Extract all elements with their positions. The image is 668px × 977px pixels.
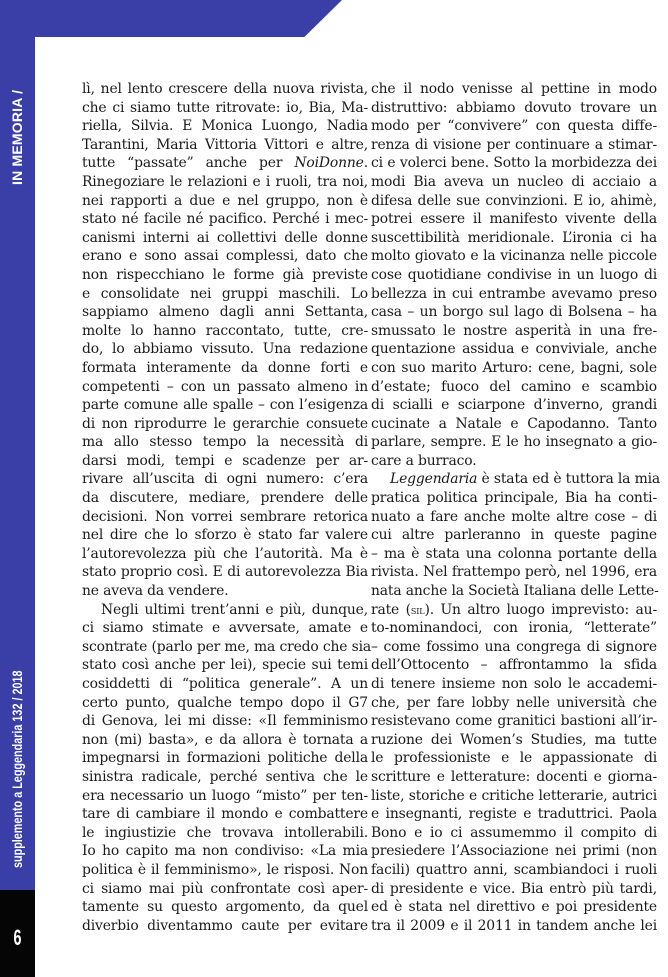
text-line: d’estate; fuoco del camino e scambio — [371, 378, 657, 395]
text-line: presiedere l’Associazione nei primi (non — [371, 843, 657, 860]
text-line: di tenere insieme non solo le accademi- — [371, 676, 657, 692]
text-line: to-nominandoci, con ironia, “letterate” — [371, 620, 657, 637]
text-line: parlare, sempre. E le ho insegnato a gio- — [371, 434, 657, 451]
article-column-right — [371, 80, 661, 935]
text-line: – ma è stata una colonna portante della — [371, 545, 657, 562]
text-line: tra il 2009 e il 2011 in tandem anche lei — [371, 917, 657, 934]
text-line: dell’Ottocento – affrontammo la sfida — [371, 657, 657, 674]
text-line: rate (sil). Un altro luogo imprevisto: au- — [371, 601, 657, 618]
text-line: scontrate (parlo per me, ma credo che sia — [82, 638, 372, 655]
text-line: modi Bia aveva un nucleo di acciaio a — [371, 173, 657, 190]
text-line: da discutere, mediare, prendere delle — [82, 490, 368, 507]
text-line: politica è il femminismo», le risposi. Non — [82, 861, 368, 878]
text-line: Negli ultimi trent’anni e più, dunque, — [101, 601, 368, 618]
text-line: di Genova, lei mi disse: «Il femminismo — [82, 713, 368, 730]
text-line: liste, storiche e critiche letterarie, autrici — [371, 787, 657, 804]
section-label: IN MEMORIA / — [9, 89, 25, 185]
text-line: e consolidate nei gruppi maschili. Lo — [82, 285, 368, 302]
text-line: Tarantini, Maria Vittoria Vittori e altre, — [82, 136, 368, 153]
text-line: Leggendaria è stata ed è tuttora la mia — [390, 471, 661, 488]
text-line: ci e volerci bene. Sotto la morbidezza dei — [371, 155, 657, 172]
header-band — [0, 0, 342, 37]
text-line: parte comune alle spalle – con l’esigenza — [82, 397, 368, 414]
text-line: casa – un borgo sul lago di Bolsena – ha — [371, 304, 657, 321]
page-number: 6 — [13, 925, 22, 950]
text-line: e insegnanti, registe e traduttrici. Paola — [371, 806, 657, 823]
text-line: lì, nel lento crescere della nuova rivista, — [82, 81, 368, 97]
text-line: le professioniste e le appassionate di — [371, 750, 657, 767]
text-line: stato così anche per lei), specie sui temi — [82, 657, 368, 674]
text-line: ne aveva da vendere. — [82, 583, 229, 600]
text-line: impegnarsi in formazioni politiche della — [82, 750, 368, 767]
text-line: erano e sono assai complessi, dato che — [82, 248, 368, 265]
italic-title: NoiDonne — [294, 155, 364, 172]
text-line: ed è stata nel direttivo e poi presidente — [371, 899, 657, 916]
text-line: cose quotidiane condivise in un luogo di — [371, 266, 657, 283]
text-line: facili) quattro anni, scambiandoci i ruoli — [371, 861, 657, 878]
text-line: care a burraco. — [371, 452, 477, 469]
text-line: sinistra radicale, perché sentiva che le — [82, 768, 368, 785]
text-line: scritture e letterature: docenti e giorna- — [371, 768, 657, 785]
text-line: nel dire che lo sforzo è stato far valere — [82, 527, 368, 544]
text-line: nuato a fare anche molte altre cose – di — [371, 508, 657, 525]
text-line: ci siamo mai più confrontate così aper- — [82, 880, 368, 897]
text-line: formata interamente da donne forti e — [82, 359, 368, 376]
text-line: Io ho capito ma non condiviso: «La mia — [82, 843, 368, 860]
text-line: sappiamo almeno dagli anni Settanta, — [82, 304, 368, 321]
text-line: tutte “passate” anche per NoiDonne. — [82, 155, 368, 172]
text-line: molte lo hanno raccontato, tutte, cre- — [82, 322, 368, 339]
text-line: renza di visione per continuare a stimar- — [371, 136, 657, 153]
text-line: decisioni. Non vorrei sembrare retorica — [82, 508, 368, 525]
text-line: cucinate a Natale e Capodanno. Tanto — [371, 415, 657, 432]
text-line: resistevano come granitici bastioni all’ir- — [371, 713, 657, 730]
text-line: cosiddetti di “politica generale”. A un — [82, 676, 368, 692]
text-line: rivare all’uscita di ogni numero: c’era — [82, 471, 368, 488]
text-line: smussato le nostre asperità in una fre- — [371, 322, 657, 339]
text-line: canismi interni ai collettivi delle donne — [82, 229, 368, 246]
issue-label: supplemento a Leggendaria 132 / 2018 — [10, 670, 25, 868]
article-column-left — [82, 80, 372, 935]
text-line: Rinegoziare le relazioni e i ruoli, tra noi, — [82, 173, 368, 190]
text-line: non (mi) basta», e da allora è tornata a — [82, 731, 368, 748]
text-line: ruzione dei Women’s Studies, ma tutte — [371, 731, 657, 748]
text-line: di scialli e sciarpone d’inverno, grandi — [371, 397, 657, 414]
text-line: ci siamo stimate e avversate, amate e — [82, 620, 368, 637]
text-line: do, lo abbiamo vissuto. Una redazione — [82, 341, 368, 358]
text-line: bellezza in cui entrambe avevamo preso — [371, 285, 657, 302]
text-line: modo per “convivere” con questa diffe- — [371, 118, 657, 135]
text-line: molto giovato e la vicinanza nelle piccole — [371, 248, 657, 265]
text-line: non rispecchiano le forme già previste — [82, 266, 368, 283]
text-line: l’autorevolezza più che l’autorità. Ma è — [82, 545, 368, 562]
text-line: che, per fare lobby nelle università che — [371, 694, 657, 711]
text-line: era necessario un luogo “misto” per ten- — [82, 787, 368, 804]
text-line: rivista. Nel frattempo però, nel 1996, era — [371, 564, 657, 581]
text-line: diverbio diventammo caute per evitare — [82, 917, 368, 934]
text-line: distruttivo: abbiamo dovuto trovare un — [371, 99, 657, 116]
text-line: tamente su questo argomento, da quel — [82, 899, 368, 916]
text-line: darsi modi, tempi e scadenze per ar- — [82, 452, 368, 469]
text-line: pratica politica principale, Bia ha conti- — [371, 490, 657, 507]
text-line: di non riprodurre le gerarchie consuete — [82, 415, 368, 432]
text-line: difesa delle sue convinzioni. E io, ahimè, — [371, 192, 657, 209]
text-line: stato proprio così. E di autorevolezza Bia — [82, 564, 368, 581]
text-line: Bono e io ci assumemmo il compito di — [371, 824, 657, 841]
text-line: che ci siamo tutte ritrovate: io, Bia, Ma- — [82, 99, 368, 116]
text-line: suscettibilità meridionale. L’ironia ci ha — [371, 229, 657, 246]
text-line: certo punto, qualche tempo dopo il G7 — [82, 694, 368, 711]
text-line: con suo marito Arturo: cene, bagni, sole — [371, 359, 657, 376]
text-line: cui altre parleranno in queste pagine — [371, 527, 657, 544]
text-line: tare di cambiare il mondo e combattere — [82, 806, 368, 823]
text-line: le ingiustizie che trovava intollerabili. — [82, 824, 368, 841]
text-line: potrei essere il manifesto vivente della — [371, 211, 657, 228]
text-line: nata anche la Società Italiana delle Lette- — [371, 583, 659, 600]
text-line: stato né facile né pacifico. Perché i mec- — [82, 211, 368, 228]
text-line: nei rapporti a due e nel gruppo, non è — [82, 192, 368, 209]
text-line: riella, Silvia. E Monica Luongo, Nadia — [82, 118, 368, 135]
text-line: competenti – con un passato almeno in — [82, 378, 368, 395]
text-line: che il nodo venisse al pettine in modo — [371, 81, 657, 97]
sidebar — [0, 0, 35, 890]
text-line: di presidente e vice. Bia entrò più tardi, — [371, 880, 657, 897]
text-line: quentazione assidua e conviviale, anche — [371, 341, 657, 358]
text-line: – come fossimo una congrega di signore — [371, 638, 657, 655]
text-line: ma allo stesso tempo la necessità di — [82, 434, 368, 451]
italic-title: Leggendaria — [390, 471, 478, 488]
